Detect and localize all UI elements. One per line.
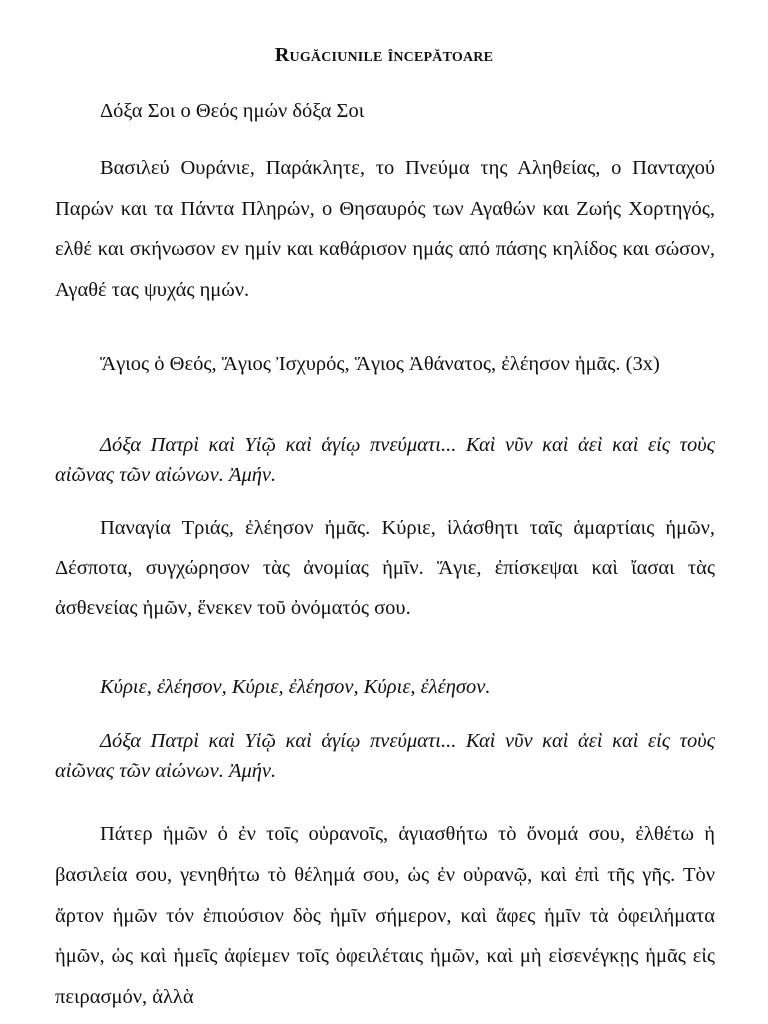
paragraph-doxa-patri-2: Δόξα Πατρὶ καὶ Υἱῷ καὶ ἁγίῳ πνεύματι... Καὶ νῦν καὶ ἀεὶ καὶ εἰς τοὺς αἰῶνας τῶν αἰώνων. Ἀμήν. bbox=[55, 730, 715, 782]
paragraph-panagia-trias: Παναγία Τριάς, ἐλέησον ἡμᾶς. Κύριε, ἱλάσθητι ταῖς ἁμαρτίαις ἡμῶν, Δέσποτα, συγχώρησον τὰς ἀνομίας ἡμῖν. Ἅγιε, ἐπίσκεψαι καὶ ἴασαι τὰς ἀσθενείας ἡμῶν, ἕνεκεν τοῦ ὀνόματός σου. bbox=[55, 517, 715, 619]
paragraph-doxa-soi: Δόξα Σοι ο Θεός ημών δόξα Σοι bbox=[100, 100, 365, 122]
paragraph-agios-o-theos: Ἅγιος ὁ Θεός, Ἅγιος Ἰσχυρός, Ἅγιος Ἀθάνατος, ἐλέησον ἡμᾶς. (3x) bbox=[100, 353, 660, 375]
page-title: Rugăciunile începătoare bbox=[274, 44, 494, 66]
paragraph-pater-imon: Πάτερ ἡμῶν ὁ ἐν τοῖς οὐρανοῖς, ἁγιασθήτω τὸ ὄνομά σου, ἐλθέτω ἡ βασιλεία σου, γενηθήτω τὸ θέλημά σου, ὡς ἐν οὐρανῷ, καὶ ἐπὶ τῆς γῆς. Τὸν ἄρτον ἡμῶν τόν ἐπιούσιον δὸς ἡμῖν σήμερον, καὶ ἄφες ἡμῖν τὰ ὀφειλήματα ἡμῶν, ὡς καὶ ἡμεῖς ἀφίεμεν τοῖς ὀφειλέταις ἡμῶν, καὶ μὴ εἰσενέγκῃς ἡμᾶς εἰς πειρασμόν, ἀλλὰ bbox=[55, 823, 715, 1009]
paragraph-doxa-patri-1: Δόξα Πατρὶ καὶ Υἱῷ καὶ ἁγίῳ πνεύματι... Καὶ νῦν καὶ ἀεὶ καὶ εἰς τοὺς αἰῶνας τῶν αἰώνων. Ἀμήν. bbox=[55, 434, 715, 486]
paragraph-kyrie-eleison: Κύριε, ἐλέησον, Κύριε, ἐλέησον, Κύριε, ἐλέησον. bbox=[100, 676, 491, 698]
paragraph-vasilef-ouranie: Βασιλεύ Ουράνιε, Παράκλητε, το Πνεύμα της Αληθείας, ο Πανταχού Παρών και τα Πάντα Πληρών, ο Θησαυρός των Αγαθών και Ζωής Χορτηγός, ελθέ και σκήνωσον εν ημίν και καθάρισον ημάς από πάσης κηλίδος και σώσον, Αγαθέ τας ψυχάς ημών. bbox=[55, 157, 715, 301]
